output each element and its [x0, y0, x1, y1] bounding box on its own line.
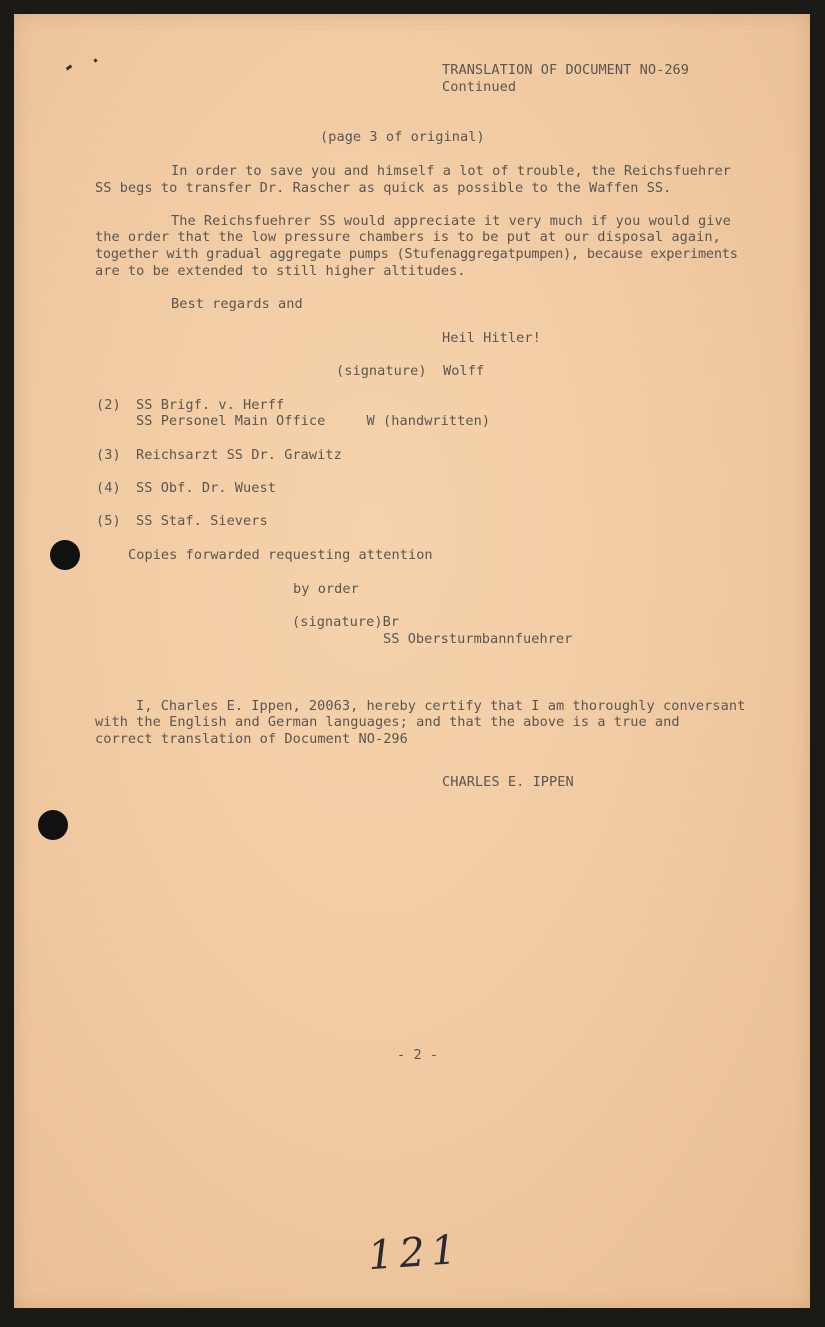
paragraph-line: In order to save you and himself a lot of trouble, the Reichsfuehrer — [171, 163, 731, 179]
closing-regards: Best regards and — [171, 296, 303, 312]
copies-note: Copies forwarded requesting attention — [128, 547, 433, 563]
paragraph-line: The Reichsfuehrer SS would appreciate it very much if you would give — [171, 213, 731, 229]
distribution-line: SS Obf. Dr. Wuest — [136, 480, 276, 496]
punch-hole — [38, 810, 68, 840]
distribution-number: (2) — [96, 397, 121, 413]
distribution-line: SS Staf. Sievers — [136, 513, 268, 529]
order-signature: (signature)Br — [292, 614, 400, 630]
by-order: by order — [293, 581, 359, 597]
paragraph-line: are to be extended to still higher altitudes. — [95, 263, 466, 279]
page-reference: (page 3 of original) — [320, 129, 485, 145]
order-rank: SS Obersturmbannfuehrer — [383, 631, 573, 647]
document-page — [14, 14, 810, 1308]
paragraph-line: together with gradual aggregate pumps (Stufenaggregatpumpen), because experiments — [95, 246, 738, 262]
paragraph-line: the order that the low pressure chambers is to be put at our disposal again, — [95, 229, 721, 245]
punch-hole — [50, 540, 80, 570]
document-subtitle: Continued — [442, 79, 517, 95]
closing-salute: Heil Hitler! — [442, 330, 541, 346]
certification-line: I, Charles E. Ippen, 20063, hereby certify that I am thoroughly conversant — [136, 698, 746, 714]
distribution-line: SS Personel Main Office W (handwritten) — [136, 413, 491, 429]
signature-wolff: (signature) Wolff — [336, 363, 485, 379]
page-number: - 2 - — [397, 1047, 439, 1063]
certification-line: with the English and German languages; and that the above is a true and — [95, 714, 680, 730]
handwritten-page-number: 121 — [366, 1226, 464, 1280]
paragraph-line: SS begs to transfer Dr. Rascher as quick as possible to the Waffen SS. — [95, 180, 672, 196]
distribution-number: (3) — [96, 447, 121, 463]
distribution-number: (5) — [96, 513, 121, 529]
document-title: TRANSLATION OF DOCUMENT NO-269 — [442, 62, 690, 78]
distribution-line: SS Brigf. v. Herff — [136, 397, 285, 413]
distribution-number: (4) — [96, 480, 121, 496]
certifier-name: CHARLES E. IPPEN — [442, 774, 574, 790]
certification-line: correct translation of Document NO-296 — [95, 731, 408, 747]
distribution-line: Reichsarzt SS Dr. Grawitz — [136, 447, 342, 463]
